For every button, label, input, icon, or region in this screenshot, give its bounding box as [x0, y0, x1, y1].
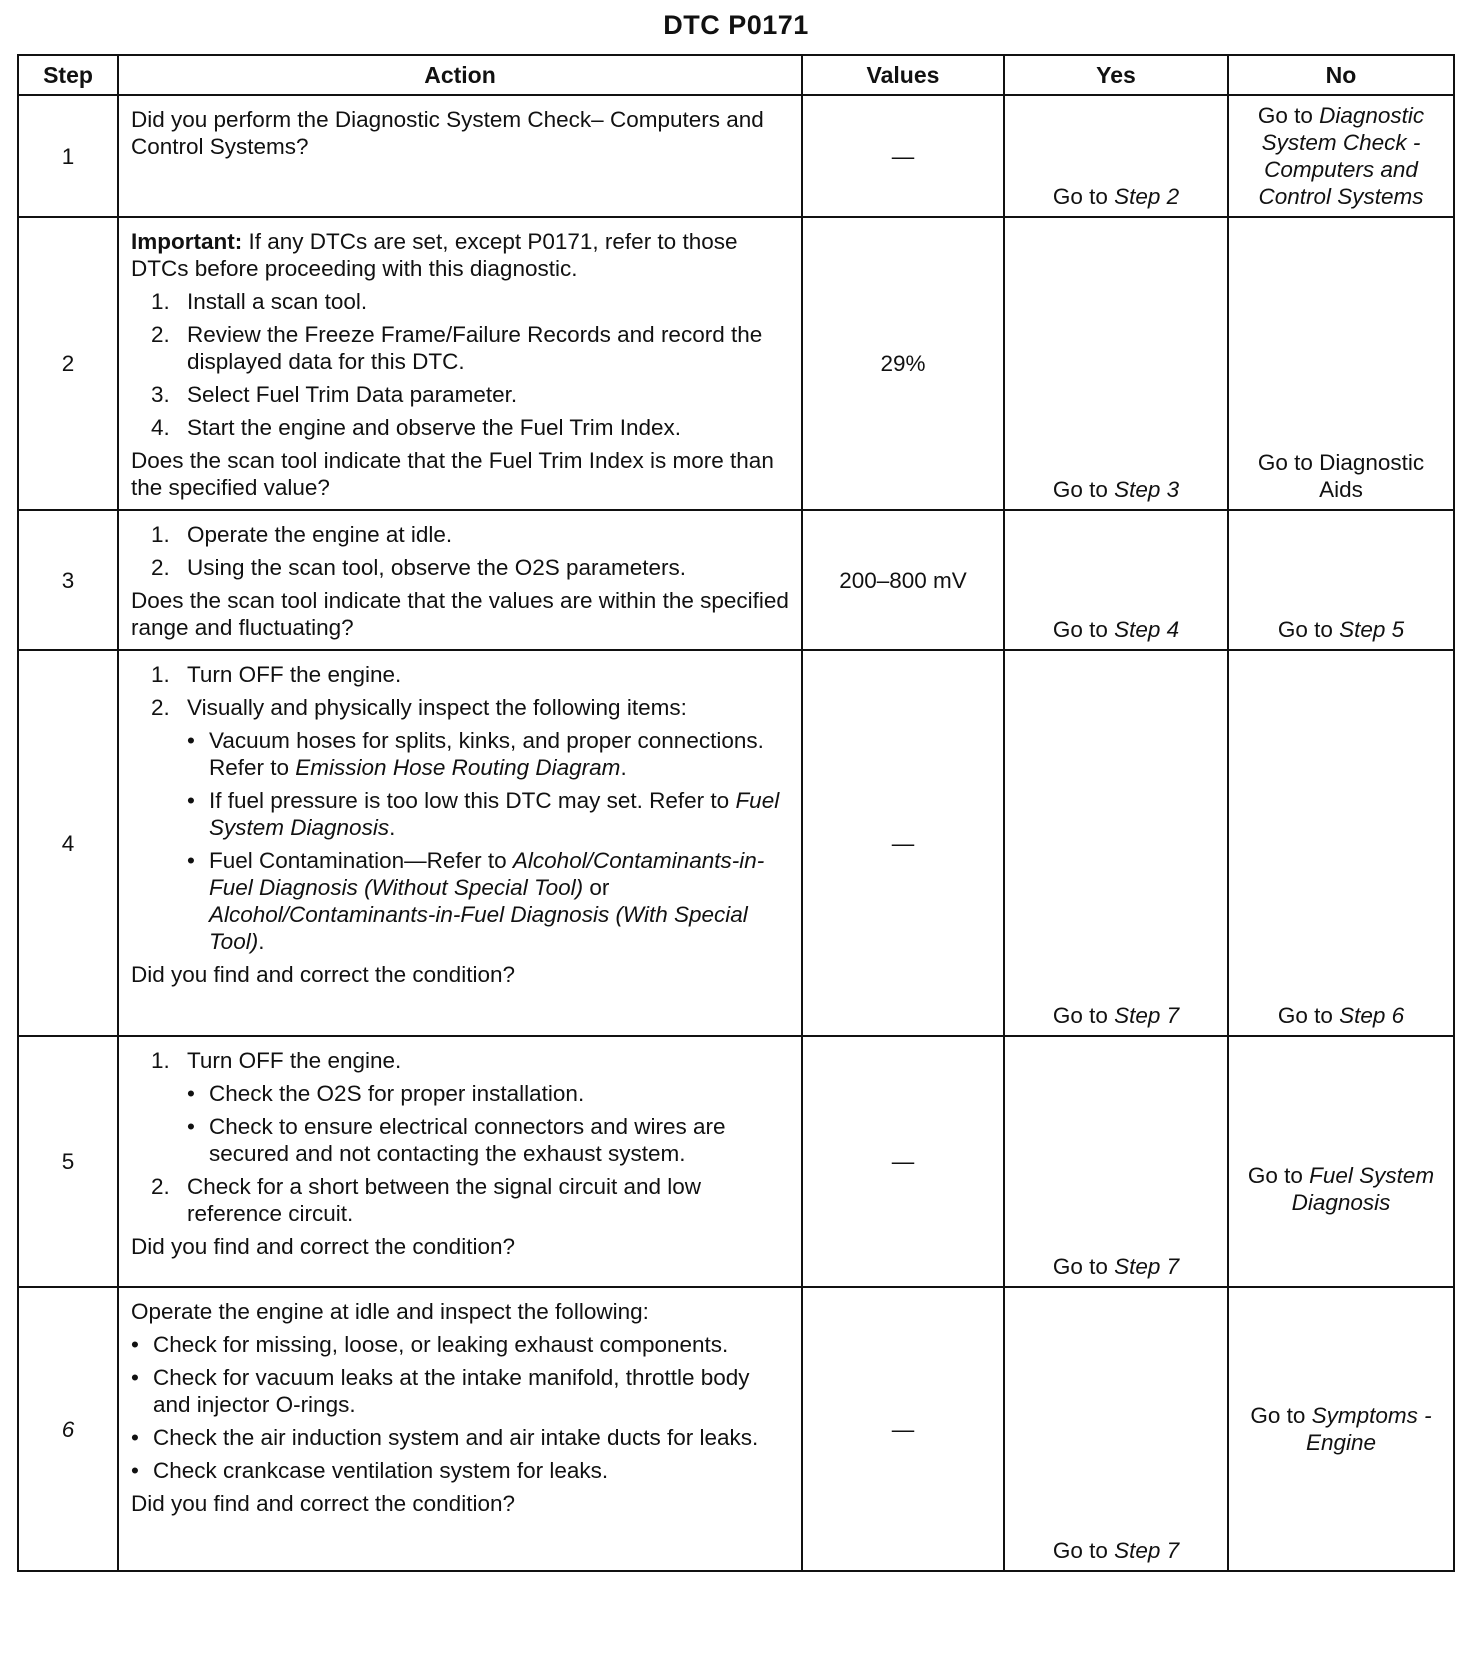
yes-prefix: Go to — [1052, 184, 1115, 209]
yes-link[interactable]: Step 7 — [1114, 1538, 1180, 1563]
question: Did you find and correct the condition? — [131, 1491, 515, 1516]
header-no: No — [1228, 55, 1454, 95]
no-link[interactable]: Diagnostic System Check - Computers and Control Systems — [1258, 103, 1425, 209]
no-link[interactable]: Go to Diagnostic Aids — [1257, 450, 1425, 502]
header-yes: Yes — [1004, 55, 1228, 95]
no-link[interactable]: Step 6 — [1339, 1003, 1405, 1028]
step-number: 5 — [18, 1036, 118, 1287]
header-step: Step — [18, 55, 118, 95]
list-item: • Check for missing, loose, or leaking exhaust components. — [109, 1331, 793, 1358]
action-cell — [118, 510, 802, 650]
action-cell — [118, 650, 802, 1036]
yes-link[interactable]: Step 7 — [1114, 1003, 1180, 1028]
no-prefix: Go to — [1247, 1162, 1310, 1188]
header-row — [18, 55, 1454, 95]
yes-link[interactable]: Step 3 — [1114, 477, 1180, 502]
bullet-list — [187, 1080, 793, 1167]
value-cell: 200–800 mV — [802, 510, 1004, 650]
list-item: 2. Using the scan tool, observe the O2S parameters. — [151, 555, 687, 580]
yes-prefix: Go to — [1052, 477, 1115, 502]
yes-link[interactable]: Step 4 — [1114, 617, 1180, 642]
question: Did you find and correct the condition? — [131, 1234, 515, 1259]
no-prefix: Go to — [1250, 1403, 1312, 1428]
yes-prefix: Go to — [1052, 1254, 1115, 1279]
reference-link[interactable]: Emission Hose Routing Diagram — [295, 755, 621, 780]
question: Does the scan tool indicate that the values are within the specified range and fluctuating? — [131, 588, 789, 640]
question: Did you perform the Diagnostic System Check– Computers and Control Systems? — [131, 107, 764, 159]
yes-cell — [1004, 1036, 1228, 1287]
list-item: 4. Start the engine and observe the Fuel Trim Index. — [151, 415, 682, 440]
yes-link[interactable]: Step 2 — [1114, 184, 1180, 209]
no-prefix: Go to — [1277, 617, 1340, 642]
value-cell: — — [802, 95, 1004, 217]
list-item: • Check for vacuum leaks at the intake manifold, throttle body and injector O-rings. — [109, 1364, 793, 1418]
document-title: DTC P0171 — [663, 10, 809, 40]
no-cell — [1228, 95, 1454, 217]
list-item: 1. Install a scan tool. — [151, 289, 368, 314]
value-cell: — — [802, 1036, 1004, 1287]
reference-link[interactable]: Alcohol/Contaminants-in-Fuel Diagnosis (With Special Tool) — [209, 902, 748, 954]
yes-cell — [1004, 95, 1228, 217]
yes-cell — [1004, 650, 1228, 1036]
list-item: • Check crankcase ventilation system for leaks. — [109, 1457, 793, 1484]
bullet-list — [109, 1331, 793, 1484]
table-row — [18, 95, 1454, 217]
no-prefix: Go to — [1277, 1003, 1340, 1028]
step-number: 4 — [18, 650, 118, 1036]
list-item: 1. Turn OFF the engine. — [151, 662, 402, 687]
reference-link[interactable]: Fuel System Diagnosis — [209, 788, 780, 840]
yes-link[interactable]: Step 7 — [1114, 1254, 1180, 1279]
list-item: • Check the air induction system and air intake ducts for leaks. — [109, 1424, 793, 1451]
step-number: 3 — [18, 510, 118, 650]
action-cell — [118, 1036, 802, 1287]
no-cell — [1228, 217, 1454, 510]
list-item: 2. Review the Freeze Frame/Failure Records and record the displayed data for this DTC. — [151, 322, 763, 374]
bullet-list — [187, 727, 793, 955]
step-number: 1 — [18, 95, 118, 217]
table-row — [18, 650, 1454, 1036]
list-item: • Vacuum hoses for splits, kinks, and proper connections. Refer to Emission Hose Routing Diagram. — [187, 727, 793, 781]
action-cell — [118, 95, 802, 217]
list-item: 3. Select Fuel Trim Data parameter. — [151, 382, 518, 407]
yes-prefix: Go to — [1052, 617, 1115, 642]
table-row — [18, 217, 1454, 510]
list-item: 2. Check for a short between the signal circuit and low reference circuit. — [151, 1174, 702, 1226]
list-item: • Check the O2S for proper installation. — [187, 1080, 793, 1107]
value-cell: — — [802, 1287, 1004, 1571]
yes-cell — [1004, 510, 1228, 650]
reference-link[interactable]: Alcohol/Contaminants-in-Fuel Diagnosis (Without Special Tool) — [209, 848, 765, 900]
list-item: • If fuel pressure is too low this DTC may set. Refer to Fuel System Diagnosis. — [187, 787, 793, 841]
yes-cell — [1004, 1287, 1228, 1571]
no-cell — [1228, 510, 1454, 650]
yes-prefix: Go to — [1052, 1003, 1115, 1028]
table-row — [18, 1036, 1454, 1287]
no-cell — [1228, 650, 1454, 1036]
no-link[interactable]: Step 5 — [1339, 617, 1405, 642]
list-item: 1. Operate the engine at idle. — [151, 522, 453, 547]
yes-cell — [1004, 217, 1228, 510]
value-cell: 29% — [802, 217, 1004, 510]
intro-text: Operate the engine at idle and inspect the following: — [131, 1299, 649, 1324]
step-number: 2 — [18, 217, 118, 510]
list-item: • Fuel Contamination—Refer to Alcohol/Contaminants-in-Fuel Diagnosis (Without Special Tool) or Alcohol/Contaminants-in-Fuel Diagnosis (With Special Tool). — [187, 847, 793, 955]
no-cell — [1228, 1287, 1454, 1571]
value-cell: — — [802, 650, 1004, 1036]
important-label: Important: — [131, 229, 243, 254]
numbered-steps — [131, 1047, 793, 1227]
numbered-steps — [131, 661, 793, 955]
dtc-table — [17, 54, 1455, 1572]
no-prefix: Go to — [1257, 103, 1320, 128]
question: Did you find and correct the condition? — [131, 962, 515, 987]
header-action: Action — [118, 55, 802, 95]
step-number: 6 — [18, 1287, 118, 1571]
important-note — [131, 228, 793, 282]
action-cell — [118, 1287, 802, 1571]
table-row — [18, 1287, 1454, 1571]
header-values: Values — [802, 55, 1004, 95]
important-text: If any DTCs are set, except P0171, refer to those DTCs before proceeding with this diagnostic. — [131, 229, 738, 281]
list-item: • Check to ensure electrical connectors and wires are secured and not contacting the exhaust system. — [187, 1113, 793, 1167]
no-link[interactable]: Symptoms - Engine — [1305, 1403, 1432, 1455]
no-link[interactable]: Fuel System Diagnosis — [1291, 1162, 1435, 1215]
list-item: 2. Visually and physically inspect the following items: • Vacuum hoses for splits, kinks, and proper connections. Refer to Emission Hose Routing Diagram. • If fuel pressure is too low this DTC may set. Refer to Fuel System Diagnosis. • Fuel Contamination—Refer to Alcohol/Contaminants-in-Fuel Diagnosis (Without Special Tool) or Alcohol/Contaminants-in-Fuel Diagnosis (With Special Tool). — [131, 694, 793, 955]
table-row — [18, 510, 1454, 650]
numbered-steps — [131, 521, 793, 581]
yes-prefix: Go to — [1052, 1538, 1115, 1563]
question: Does the scan tool indicate that the Fuel Trim Index is more than the specified value? — [131, 448, 774, 500]
list-item: 1. Turn OFF the engine. • Check the O2S for proper installation. • Check to ensure electrical connectors and wires are secured and not contacting the exhaust system. — [131, 1047, 793, 1167]
action-cell — [118, 217, 802, 510]
numbered-steps — [131, 288, 793, 441]
no-cell — [1228, 1036, 1454, 1287]
